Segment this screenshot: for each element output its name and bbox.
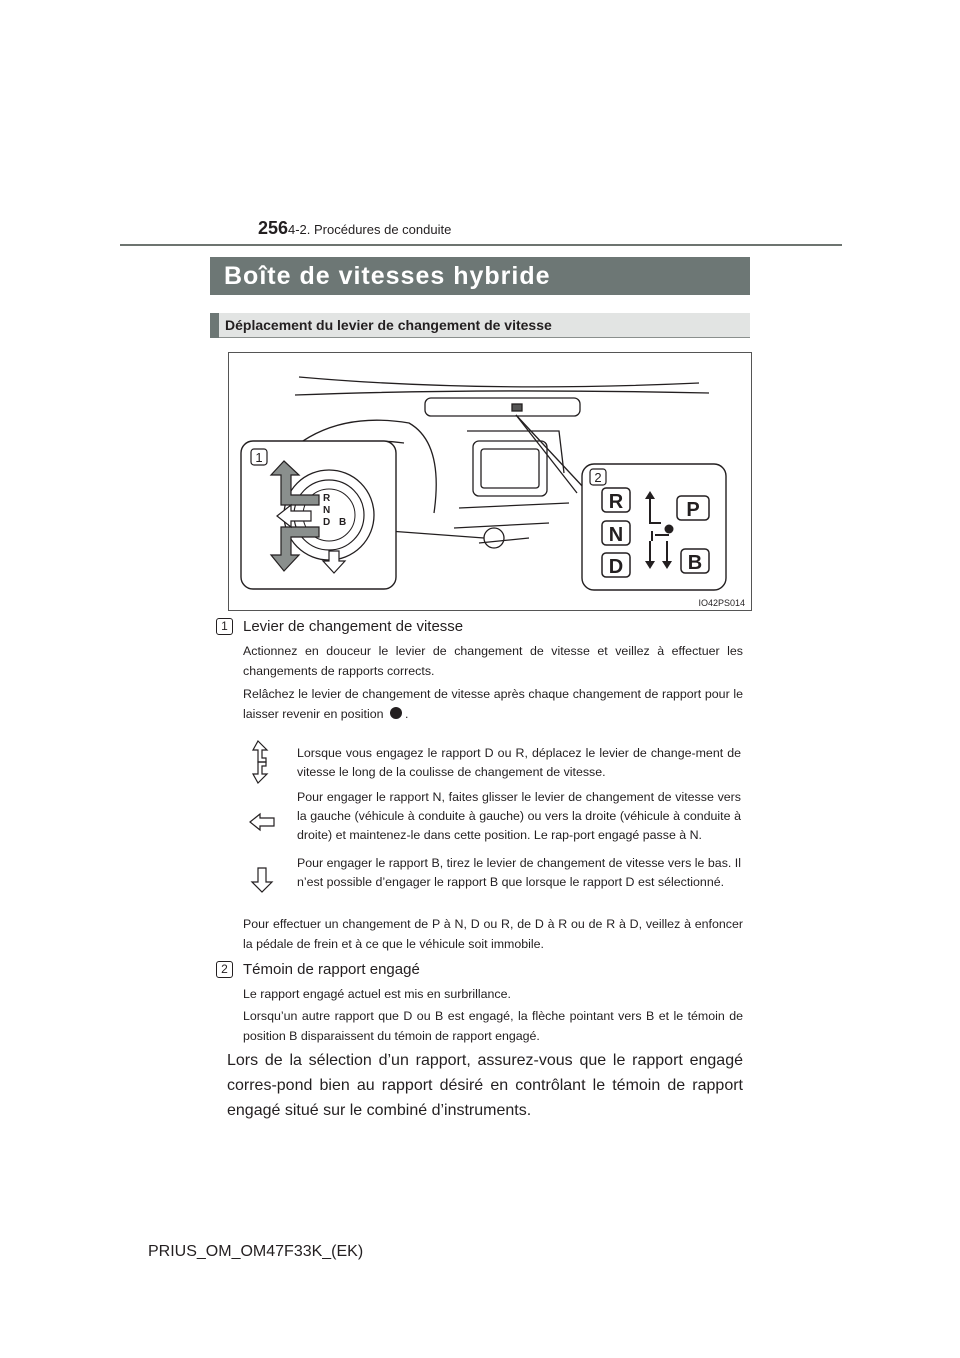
home-position-dot-icon: [390, 707, 402, 719]
subheading: Déplacement du levier de changement de vitesse: [225, 317, 552, 333]
item-1-heading: Levier de changement de vitesse: [243, 618, 464, 635]
callout-1-label: 1: [255, 450, 263, 465]
indicator-b: B: [687, 552, 703, 574]
indicator-d: D: [608, 556, 624, 578]
section-reference: 4-2. Procédures de conduite: [288, 222, 452, 237]
indicator-n: N: [608, 524, 624, 546]
indicator-p: P: [686, 499, 700, 521]
figure-code: IO42PS014: [698, 598, 745, 608]
document-code-footer: PRIUS_OM_OM47F33K_(EK): [148, 1243, 364, 1260]
item-1-paragraph-2: [243, 684, 743, 724]
item-1-paragraph-1: Actionnez en douceur le levier de changement de vitesse et veillez à effectuer les changements de rapports corrects.: [243, 644, 743, 678]
knob-b-label: B: [339, 517, 347, 528]
left-arrow-icon: [248, 812, 278, 852]
summary-paragraph: Lors de la sélection d’un rapport, assurez-vous que le rapport engagé corres-pond bien au rapport désiré en contrôlant le témoin de rapport engagé situé sur le combiné d’instruments.: [227, 1052, 743, 1119]
indicator-r: R: [608, 491, 624, 513]
page-number: 256: [258, 218, 289, 238]
item-2-paragraph-1: Le rapport engagé actuel est mis en surbrillance.: [243, 987, 511, 1001]
shift-lever-figure: [228, 352, 752, 611]
header-divider: [120, 244, 842, 246]
dashboard-illustration: [229, 353, 751, 610]
item-1-paragraph-2-text: Relâchez le levier de changement de vitesse après chaque changement de rapport pour le laisser revenir en position: [243, 687, 743, 721]
item-1-number: 1: [216, 618, 233, 635]
note-d-r-text: Lorsque vous engagez le rapport D ou R, déplacez le levier de change-ment de vitesse le long de la coulisse de changement de vitesse.: [297, 746, 741, 779]
subheading-accent: [210, 313, 219, 338]
note-n-text: Pour engager le rapport N, faites glisser le levier de changement de vitesse vers la gauche (véhicule à conduite à gauche) ou vers la droite (véhicule à conduite à droite) et maintenez-le dans cette position. Le rap-port engagé passe à N.: [297, 790, 741, 842]
note-b-text: Pour engager le rapport B, tirez le levier de changement de vitesse vers le bas. Il n’est possible d’engager le rapport B que lorsque le rapport D est sélectionné.: [297, 856, 741, 889]
callout-2-label: 2: [594, 470, 602, 485]
section-title-bar: [210, 257, 750, 295]
up-down-arrow-icon: [248, 740, 278, 780]
knob-n-label: N: [323, 505, 331, 516]
item-1-paragraph-2-end: .: [404, 707, 409, 721]
item-2-paragraph-2: Lorsqu’un autre rapport que D ou B est engagé, la flèche pointant vers B et le témoin de position B disparaissent du témoin de rapport engagé.: [243, 1009, 743, 1043]
item-1-paragraph-3: Pour effectuer un changement de P à N, D ou R, de D à R ou de R à D, veillez à enfoncer la pédale de frein et à ce que le véhicule soit immobile.: [243, 917, 743, 951]
subheading-bar: [210, 313, 750, 338]
knob-d-label: D: [323, 517, 331, 528]
section-title: Boîte de vitesses hybride: [224, 262, 551, 290]
item-2-heading: Témoin de rapport engagé: [243, 961, 420, 978]
down-arrow-icon: [248, 866, 278, 906]
knob-r-label: R: [323, 493, 331, 504]
item-2-number: 2: [216, 961, 233, 978]
